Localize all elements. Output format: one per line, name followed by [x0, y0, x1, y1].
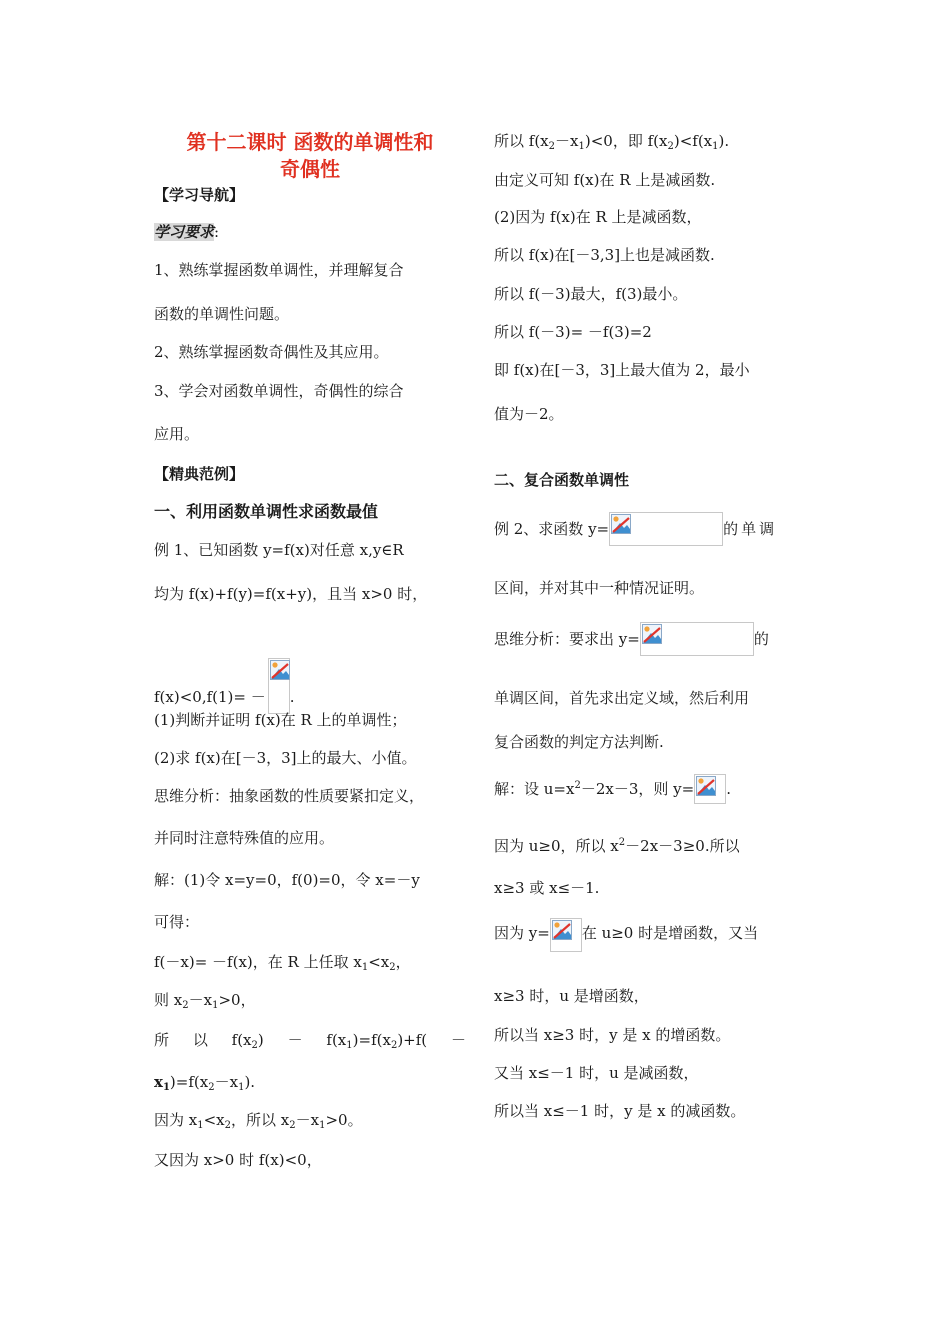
analysis-2-line-b: 单调区间，首先求出定义域，然后利用: [494, 689, 750, 707]
example-1-analysis-a: 思维分析：抽象函数的性质要紧扣定义，: [154, 787, 425, 805]
example-1-value: f(x)<0,f(1)= －: [154, 688, 266, 706]
broken-image-icon: [642, 624, 662, 644]
requirement-3b: 应用。: [154, 425, 200, 443]
example-1-line-c: [154, 658, 295, 714]
requirement-3a: 3、学会对函数单调性，奇偶性的综合: [154, 382, 404, 400]
solution-2-line-d: 因为 y= 在 u≥0 时是增函数，又当: [494, 918, 758, 952]
formula-image: [694, 774, 726, 804]
solution-1-line-h: 又因为 x>0 时 f(x)<0，: [154, 1151, 322, 1169]
broken-image-icon: [552, 920, 572, 940]
example-1-question-1: (1)判断并证明 f(x)在 R 上的单调性；: [154, 711, 407, 729]
broken-image-icon: [696, 776, 716, 796]
solution-1-line-d: 则 $x_2-x_1>0$，: [154, 991, 256, 1011]
proof-line-1: 所以 $f(x_2-x_1)<0$，即 $f(x_2)<f(x_1)$.: [494, 132, 730, 152]
solution-1-line-a: 解：(1)令 x=y=0，f(0)=0，令 x=－y: [154, 871, 420, 889]
requirements-label-line: [154, 222, 219, 242]
solution-1-line-f: $x_1)=f(x_2-x_1)$.: [154, 1073, 256, 1093]
analysis-2-line-a: 思维分析：要求出 y= 的: [494, 622, 769, 656]
requirement-1b: 函数的单调性问题。: [154, 305, 290, 323]
example-1-question-2: (2)求 f(x)在[－3，3]上的最大、小值。: [154, 749, 417, 767]
solution-2-line-f: 所以当 x≥3 时，y 是 x 的增函数。: [494, 1026, 731, 1044]
formula-image: [640, 622, 754, 656]
solution-1-line-c: f(－x)= －f(x)，在 R 上任取 $x_1<x_2$，: [154, 953, 411, 973]
solution-2-line-g: 又当 x≤－1 时，u 是减函数，: [494, 1064, 699, 1082]
broken-image-icon: [611, 514, 631, 534]
example-1-analysis-b: 并同时注意特殊值的应用。: [154, 829, 335, 847]
formula-image: [550, 918, 582, 952]
solution-2-line-e: x≥3 时，u 是增函数，: [494, 987, 649, 1005]
section-heading-examples: 【精典范例】: [154, 465, 245, 483]
formula-image: [609, 512, 723, 546]
page-title: 第十二课时 函数的单调性和: [186, 130, 434, 154]
solution-1-line-b: 可得：: [154, 913, 200, 931]
solution-2-line-b: 因为 u≥0，所以 $x^2-2x-3\ge 0$.所以: [494, 837, 740, 855]
solution-1-line-e: 所 以 $f(x_2)$ － $f(x_1)=f(x_2)+f$( －: [154, 1031, 466, 1051]
formula-image: [268, 658, 290, 714]
period: .: [289, 688, 295, 706]
requirement-2: 2、熟练掌握函数奇偶性及其应用。: [154, 343, 389, 361]
example-2-line-a: 例 2、求函数 y= 的单调: [494, 512, 777, 546]
requirement-1a: 1、熟练掌握函数单调性，并理解复合: [154, 261, 404, 279]
example-1-line-a: 例 1、已知函数 y=f(x)对任意 x,y∈R: [154, 541, 404, 559]
colon: :: [214, 223, 220, 241]
solution-1-line-g: 因为 $x_1<x_2$，所以 $x_2-x_1>0$。: [154, 1111, 363, 1131]
heading-composite-monotonic: 二、复合函数单调性: [494, 471, 630, 489]
proof-line-7a: 即 f(x)在[－3，3]上最大值为 2，最小: [494, 361, 750, 379]
example-2-line-b: 区间，并对其中一种情况证明。: [494, 579, 705, 597]
section-heading-nav: 【学习导航】: [154, 186, 245, 204]
page-title-line2: 奇偶性: [280, 157, 340, 181]
proof-line-6: 所以 f(－3)= －f(3)=2: [494, 323, 652, 341]
proof-line-7b: 值为－2。: [494, 405, 564, 423]
proof-line-5: 所以 f(－3)最大，f(3)最小。: [494, 285, 688, 303]
broken-image-icon: [270, 660, 290, 680]
example-1-line-b: 均为 f(x)+f(y)=f(x+y)，且当 x>0 时，: [154, 585, 428, 603]
solution-2-line-h: 所以当 x≤－1 时，y 是 x 的减函数。: [494, 1102, 746, 1120]
analysis-2-line-c: 复合函数的判定方法判断.: [494, 733, 664, 751]
proof-line-4: 所以 f(x)在[－3,3]上也是减函数.: [494, 246, 715, 264]
proof-line-3: (2)因为 f(x)在 R 上是减函数，: [494, 208, 702, 226]
proof-line-2: 由定义可知 f(x)在 R 上是减函数.: [494, 171, 716, 189]
solution-2-line-a: 解：设 $u=x^2-2x-3$，则 y= .: [494, 774, 731, 804]
requirements-label: 学习要求: [154, 223, 215, 241]
heading-monotonic-extrema: 一、利用函数单调性求函数最值: [154, 502, 379, 521]
solution-2-line-c: x≥3 或 x≤－1.: [494, 879, 600, 897]
